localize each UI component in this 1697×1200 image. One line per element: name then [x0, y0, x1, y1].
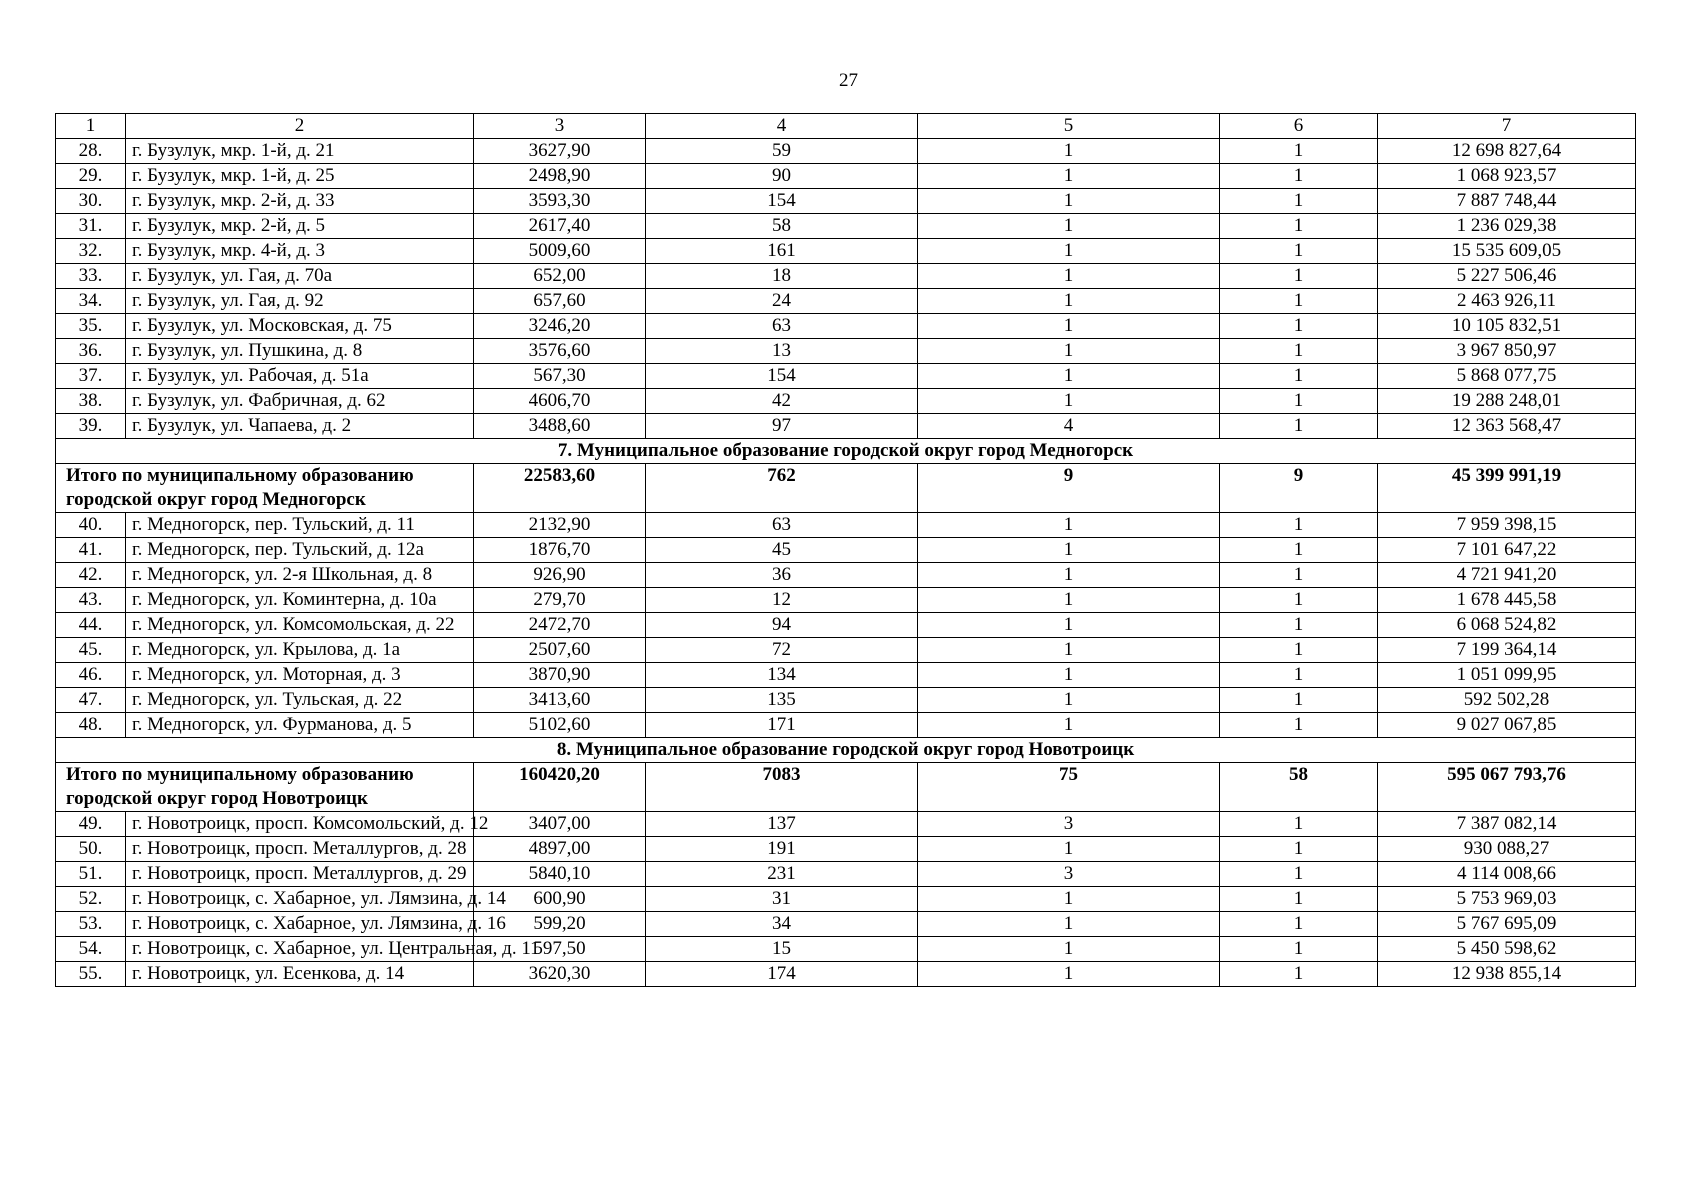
cell-count-col5: 1 [918, 239, 1220, 264]
cell-address: г. Бузулук, мкр. 2-й, д. 33 [126, 189, 474, 214]
cell-area: 3413,60 [474, 688, 646, 713]
cell-amount: 1 678 445,58 [1378, 588, 1636, 613]
cell-count-col6: 1 [1220, 812, 1378, 837]
cell-count-col6: 1 [1220, 688, 1378, 713]
cell-count-col5: 1 [918, 713, 1220, 738]
cell-amount: 7 959 398,15 [1378, 513, 1636, 538]
cell-count-col6: 1 [1220, 513, 1378, 538]
section-header-row [56, 439, 1636, 464]
cell-area: 4897,00 [474, 837, 646, 862]
table-row [56, 513, 1636, 538]
header-cell-3: 3 [474, 114, 646, 139]
cell-count-col6: 1 [1220, 638, 1378, 663]
table-row [56, 314, 1636, 339]
table-row [56, 588, 1636, 613]
cell-count-col5: 1 [918, 688, 1220, 713]
cell-count-col5: 1 [918, 164, 1220, 189]
cell-amount: 3 967 850,97 [1378, 339, 1636, 364]
cell-count-col4: 174 [646, 962, 918, 987]
cell-amount: 15 535 609,05 [1378, 239, 1636, 264]
cell-area: 3488,60 [474, 414, 646, 439]
total-cell-5: 9 [918, 464, 1220, 513]
cell-count-col4: 97 [646, 414, 918, 439]
cell-amount: 12 363 568,47 [1378, 414, 1636, 439]
total-cell-6: 9 [1220, 464, 1378, 513]
cell-count-col6: 1 [1220, 189, 1378, 214]
cell-area: 2617,40 [474, 214, 646, 239]
header-row [56, 114, 1636, 139]
cell-row-number: 45. [56, 638, 126, 663]
cell-area: 3576,60 [474, 339, 646, 364]
table-row [56, 713, 1636, 738]
cell-count-col6: 1 [1220, 663, 1378, 688]
cell-address: г. Бузулук, ул. Чапаева, д. 2 [126, 414, 474, 439]
cell-amount: 10 105 832,51 [1378, 314, 1636, 339]
header-cell-1: 1 [56, 114, 126, 139]
cell-count-col4: 63 [646, 314, 918, 339]
cell-row-number: 40. [56, 513, 126, 538]
cell-area: 567,30 [474, 364, 646, 389]
cell-count-col6: 1 [1220, 339, 1378, 364]
cell-count-col6: 1 [1220, 164, 1378, 189]
cell-count-col6: 1 [1220, 314, 1378, 339]
table-row [56, 862, 1636, 887]
cell-address: г. Медногорск, ул. Комсомольская, д. 22 [126, 613, 474, 638]
table-row [56, 264, 1636, 289]
cell-amount: 5 450 598,62 [1378, 937, 1636, 962]
cell-amount: 19 288 248,01 [1378, 389, 1636, 414]
cell-amount: 7 887 748,44 [1378, 189, 1636, 214]
cell-count-col6: 1 [1220, 563, 1378, 588]
cell-count-col5: 1 [918, 837, 1220, 862]
cell-address: г. Медногорск, пер. Тульский, д. 12а [126, 538, 474, 563]
cell-row-number: 29. [56, 164, 126, 189]
cell-area: 2472,70 [474, 613, 646, 638]
cell-area: 2498,90 [474, 164, 646, 189]
cell-row-number: 36. [56, 339, 126, 364]
cell-count-col5: 1 [918, 538, 1220, 563]
cell-count-col6: 1 [1220, 538, 1378, 563]
cell-count-col5: 1 [918, 389, 1220, 414]
total-label: Итого по муниципальному образованию городской округ город Новотроицк [56, 763, 474, 812]
cell-count-col5: 1 [918, 339, 1220, 364]
header-cell-7: 7 [1378, 114, 1636, 139]
cell-row-number: 47. [56, 688, 126, 713]
table-row [56, 164, 1636, 189]
cell-area: 3620,30 [474, 962, 646, 987]
cell-address: г. Медногорск, ул. Фурманова, д. 5 [126, 713, 474, 738]
cell-row-number: 41. [56, 538, 126, 563]
cell-address: г. Новотроицк, просп. Металлургов, д. 29 [126, 862, 474, 887]
cell-count-col4: 13 [646, 339, 918, 364]
cell-amount: 5 227 506,46 [1378, 264, 1636, 289]
table-row [56, 389, 1636, 414]
cell-area: 3593,30 [474, 189, 646, 214]
cell-row-number: 33. [56, 264, 126, 289]
section-header-row [56, 738, 1636, 763]
table-row [56, 139, 1636, 164]
cell-address: г. Новотроицк, просп. Металлургов, д. 28 [126, 837, 474, 862]
cell-area: 3870,90 [474, 663, 646, 688]
cell-count-col4: 36 [646, 563, 918, 588]
total-label: Итого по муниципальному образованию городской округ город Медногорск [56, 464, 474, 513]
cell-count-col6: 1 [1220, 837, 1378, 862]
cell-row-number: 42. [56, 563, 126, 588]
table-row [56, 962, 1636, 987]
cell-count-col5: 1 [918, 314, 1220, 339]
total-cell-6: 58 [1220, 763, 1378, 812]
total-cell-4: 7083 [646, 763, 918, 812]
cell-row-number: 43. [56, 588, 126, 613]
cell-count-col5: 1 [918, 364, 1220, 389]
cell-area: 279,70 [474, 588, 646, 613]
table-row [56, 289, 1636, 314]
cell-count-col6: 1 [1220, 214, 1378, 239]
cell-count-col4: 137 [646, 812, 918, 837]
header-cell-4: 4 [646, 114, 918, 139]
housing-table [55, 113, 1636, 987]
total-row [56, 464, 1636, 513]
cell-count-col4: 45 [646, 538, 918, 563]
cell-count-col5: 1 [918, 588, 1220, 613]
cell-address: г. Бузулук, мкр. 1-й, д. 21 [126, 139, 474, 164]
cell-address: г. Новотроицк, с. Хабарное, ул. Лямзина, д. 16 [126, 912, 474, 937]
section-title: 8. Муниципальное образование городской округ город Новотроицк [56, 738, 1636, 763]
cell-row-number: 30. [56, 189, 126, 214]
cell-count-col6: 1 [1220, 588, 1378, 613]
cell-count-col5: 1 [918, 513, 1220, 538]
cell-area: 3246,20 [474, 314, 646, 339]
cell-count-col5: 4 [918, 414, 1220, 439]
cell-count-col6: 1 [1220, 139, 1378, 164]
cell-amount: 4 721 941,20 [1378, 563, 1636, 588]
cell-area: 4606,70 [474, 389, 646, 414]
cell-row-number: 49. [56, 812, 126, 837]
table-row [56, 414, 1636, 439]
cell-count-col4: 59 [646, 139, 918, 164]
table-body [56, 114, 1636, 987]
table-row [56, 887, 1636, 912]
cell-area: 5009,60 [474, 239, 646, 264]
cell-row-number: 31. [56, 214, 126, 239]
cell-area: 599,20 [474, 912, 646, 937]
cell-address: г. Бузулук, ул. Рабочая, д. 51а [126, 364, 474, 389]
cell-count-col4: 63 [646, 513, 918, 538]
cell-count-col5: 1 [918, 139, 1220, 164]
cell-amount: 2 463 926,11 [1378, 289, 1636, 314]
cell-address: г. Медногорск, ул. Моторная, д. 3 [126, 663, 474, 688]
cell-area: 600,90 [474, 887, 646, 912]
cell-count-col6: 1 [1220, 713, 1378, 738]
cell-count-col5: 1 [918, 214, 1220, 239]
cell-count-col4: 58 [646, 214, 918, 239]
cell-amount: 1 236 029,38 [1378, 214, 1636, 239]
header-cell-6: 6 [1220, 114, 1378, 139]
cell-count-col6: 1 [1220, 289, 1378, 314]
table-row [56, 189, 1636, 214]
cell-row-number: 34. [56, 289, 126, 314]
total-cell-7: 595 067 793,76 [1378, 763, 1636, 812]
cell-count-col4: 154 [646, 364, 918, 389]
cell-address: г. Медногорск, ул. Крылова, д. 1а [126, 638, 474, 663]
cell-count-col6: 1 [1220, 862, 1378, 887]
table-row [56, 613, 1636, 638]
cell-address: г. Бузулук, ул. Фабричная, д. 62 [126, 389, 474, 414]
cell-row-number: 52. [56, 887, 126, 912]
cell-amount: 9 027 067,85 [1378, 713, 1636, 738]
cell-count-col5: 1 [918, 912, 1220, 937]
table-row [56, 937, 1636, 962]
cell-area: 597,50 [474, 937, 646, 962]
cell-row-number: 39. [56, 414, 126, 439]
cell-count-col5: 1 [918, 613, 1220, 638]
cell-area: 652,00 [474, 264, 646, 289]
cell-amount: 1 051 099,95 [1378, 663, 1636, 688]
cell-count-col4: 24 [646, 289, 918, 314]
cell-count-col4: 72 [646, 638, 918, 663]
cell-count-col5: 1 [918, 264, 1220, 289]
cell-count-col5: 1 [918, 638, 1220, 663]
cell-row-number: 37. [56, 364, 126, 389]
table-row [56, 239, 1636, 264]
cell-row-number: 44. [56, 613, 126, 638]
cell-amount: 12 938 855,14 [1378, 962, 1636, 987]
cell-row-number: 32. [56, 239, 126, 264]
cell-count-col4: 15 [646, 937, 918, 962]
cell-address: г. Новотроицк, просп. Комсомольский, д. 12 [126, 812, 474, 837]
cell-address: г. Бузулук, мкр. 2-й, д. 5 [126, 214, 474, 239]
cell-count-col6: 1 [1220, 962, 1378, 987]
table-row [56, 912, 1636, 937]
cell-count-col4: 171 [646, 713, 918, 738]
cell-count-col4: 134 [646, 663, 918, 688]
cell-amount: 4 114 008,66 [1378, 862, 1636, 887]
cell-count-col6: 1 [1220, 414, 1378, 439]
cell-area: 3627,90 [474, 139, 646, 164]
cell-count-col4: 231 [646, 862, 918, 887]
cell-count-col6: 1 [1220, 613, 1378, 638]
cell-count-col5: 1 [918, 937, 1220, 962]
table-row [56, 364, 1636, 389]
cell-address: г. Бузулук, мкр. 1-й, д. 25 [126, 164, 474, 189]
cell-count-col6: 1 [1220, 887, 1378, 912]
cell-count-col4: 12 [646, 588, 918, 613]
cell-amount: 7 199 364,14 [1378, 638, 1636, 663]
cell-area: 3407,00 [474, 812, 646, 837]
cell-row-number: 54. [56, 937, 126, 962]
table-row [56, 214, 1636, 239]
table-row [56, 339, 1636, 364]
cell-area: 2132,90 [474, 513, 646, 538]
cell-address: г. Бузулук, ул. Гая, д. 92 [126, 289, 474, 314]
cell-count-col5: 1 [918, 563, 1220, 588]
cell-count-col5: 1 [918, 289, 1220, 314]
cell-amount: 5 753 969,03 [1378, 887, 1636, 912]
cell-address: г. Новотроицк, с. Хабарное, ул. Центральная, д. 11 [126, 937, 474, 962]
table-row [56, 837, 1636, 862]
cell-row-number: 28. [56, 139, 126, 164]
cell-row-number: 53. [56, 912, 126, 937]
cell-count-col5: 3 [918, 812, 1220, 837]
total-cell-3: 160420,20 [474, 763, 646, 812]
total-cell-5: 75 [918, 763, 1220, 812]
cell-count-col4: 161 [646, 239, 918, 264]
cell-address: г. Бузулук, ул. Московская, д. 75 [126, 314, 474, 339]
cell-count-col4: 34 [646, 912, 918, 937]
cell-address: г. Медногорск, ул. Коминтерна, д. 10а [126, 588, 474, 613]
cell-count-col5: 1 [918, 887, 1220, 912]
cell-amount: 930 088,27 [1378, 837, 1636, 862]
page-number: 27 [839, 70, 858, 91]
table-row [56, 688, 1636, 713]
cell-area: 2507,60 [474, 638, 646, 663]
cell-count-col4: 31 [646, 887, 918, 912]
cell-amount: 7 387 082,14 [1378, 812, 1636, 837]
cell-address: г. Медногорск, ул. Тульская, д. 22 [126, 688, 474, 713]
cell-count-col5: 1 [918, 663, 1220, 688]
cell-count-col6: 1 [1220, 912, 1378, 937]
section-title: 7. Муниципальное образование городской округ город Медногорск [56, 439, 1636, 464]
total-cell-7: 45 399 991,19 [1378, 464, 1636, 513]
cell-count-col5: 1 [918, 189, 1220, 214]
cell-count-col4: 191 [646, 837, 918, 862]
cell-amount: 592 502,28 [1378, 688, 1636, 713]
cell-row-number: 51. [56, 862, 126, 887]
cell-address: г. Бузулук, мкр. 4-й, д. 3 [126, 239, 474, 264]
table-row [56, 538, 1636, 563]
cell-count-col4: 18 [646, 264, 918, 289]
cell-count-col6: 1 [1220, 264, 1378, 289]
cell-amount: 7 101 647,22 [1378, 538, 1636, 563]
cell-area: 1876,70 [474, 538, 646, 563]
cell-address: г. Новотроицк, ул. Есенкова, д. 14 [126, 962, 474, 987]
cell-amount: 12 698 827,64 [1378, 139, 1636, 164]
cell-area: 657,60 [474, 289, 646, 314]
cell-amount: 5 868 077,75 [1378, 364, 1636, 389]
cell-address: г. Медногорск, пер. Тульский, д. 11 [126, 513, 474, 538]
cell-count-col6: 1 [1220, 937, 1378, 962]
cell-count-col4: 42 [646, 389, 918, 414]
cell-row-number: 46. [56, 663, 126, 688]
header-cell-2: 2 [126, 114, 474, 139]
cell-count-col4: 90 [646, 164, 918, 189]
cell-row-number: 55. [56, 962, 126, 987]
total-row [56, 763, 1636, 812]
cell-count-col6: 1 [1220, 389, 1378, 414]
cell-count-col4: 135 [646, 688, 918, 713]
cell-amount: 5 767 695,09 [1378, 912, 1636, 937]
cell-row-number: 50. [56, 837, 126, 862]
cell-count-col4: 94 [646, 613, 918, 638]
cell-row-number: 35. [56, 314, 126, 339]
cell-row-number: 48. [56, 713, 126, 738]
table-row [56, 812, 1636, 837]
cell-amount: 6 068 524,82 [1378, 613, 1636, 638]
table-row [56, 663, 1636, 688]
table-row [56, 638, 1636, 663]
cell-address: г. Медногорск, ул. 2-я Школьная, д. 8 [126, 563, 474, 588]
cell-area: 5840,10 [474, 862, 646, 887]
cell-address: г. Новотроицк, с. Хабарное, ул. Лямзина, д. 14 [126, 887, 474, 912]
cell-amount: 1 068 923,57 [1378, 164, 1636, 189]
total-cell-3: 22583,60 [474, 464, 646, 513]
cell-count-col6: 1 [1220, 239, 1378, 264]
header-cell-5: 5 [918, 114, 1220, 139]
cell-area: 5102,60 [474, 713, 646, 738]
cell-count-col5: 1 [918, 962, 1220, 987]
cell-address: г. Бузулук, ул. Гая, д. 70а [126, 264, 474, 289]
cell-count-col5: 3 [918, 862, 1220, 887]
cell-count-col6: 1 [1220, 364, 1378, 389]
total-cell-4: 762 [646, 464, 918, 513]
cell-address: г. Бузулук, ул. Пушкина, д. 8 [126, 339, 474, 364]
cell-row-number: 38. [56, 389, 126, 414]
table-row [56, 563, 1636, 588]
cell-count-col4: 154 [646, 189, 918, 214]
cell-area: 926,90 [474, 563, 646, 588]
